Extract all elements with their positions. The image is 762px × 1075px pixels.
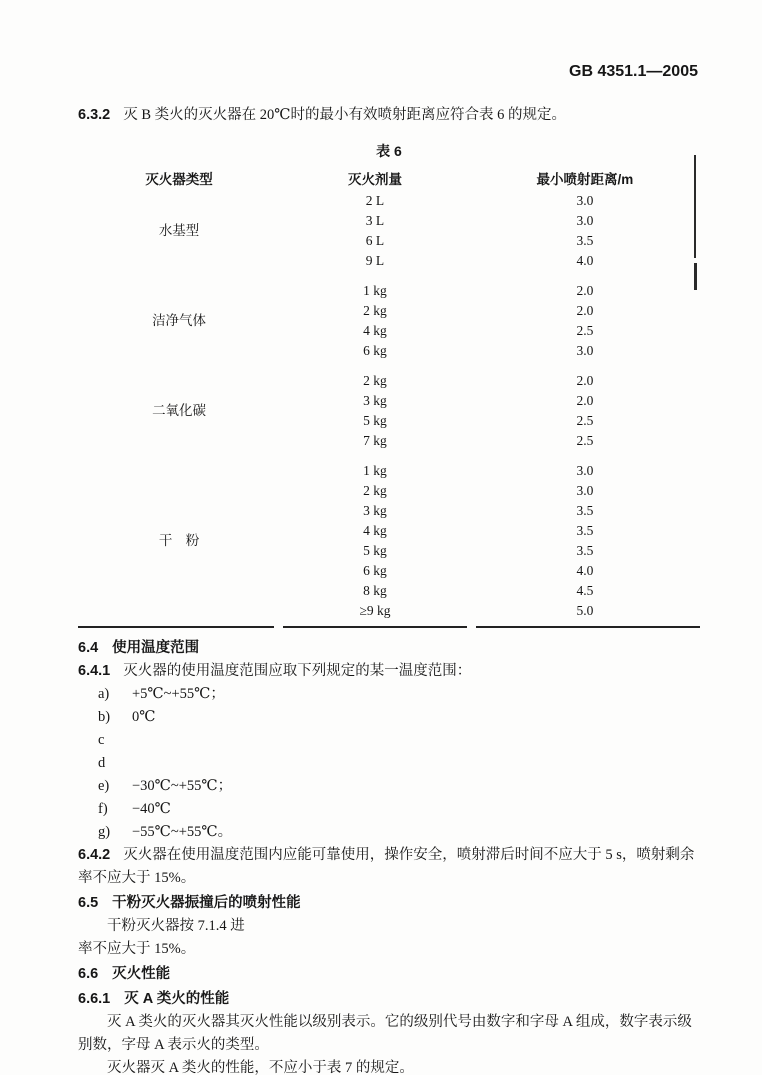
agent-amount-cell: 3 L [365,213,385,228]
body-sections [78,637,700,1075]
page-content [78,104,700,1075]
temperature-range-item [78,752,700,775]
body-paragraph: 灭 A 类火的灭火器其灭火性能以级别表示。它的级别代号由数字和字母 A 组成，数字表示级别数，字母 A 表示火的类型。 [78,1014,692,1053]
table-row [78,191,700,211]
list-item-label: f) [98,801,108,817]
rule-segment [78,626,274,628]
heading-title: 灭 A 类火的性能 [124,991,230,1007]
agent-amount-cell: 3 kg [363,503,387,518]
heading-title: 干粉灭火器振撞后的喷射性能 [112,895,301,911]
col-header-min-distance: 最小喷射距离/m [536,172,634,187]
agent-amount-cell: 1 kg [363,463,387,478]
section-heading [78,892,700,915]
list-item-text: +5℃~+55℃； [132,686,225,702]
section-heading [78,963,700,986]
table-group [78,191,700,271]
standard-number: GB 4351.1—2005 [569,63,698,80]
clause-number: 6.4.2 [78,847,111,863]
clause-6-3-2 [78,104,700,127]
min-distance-cell: 3.0 [576,463,594,478]
agent-amount-cell: ≥9 kg [359,603,391,618]
agent-amount-cell: 4 kg [363,523,387,538]
min-distance-cell: 2.0 [576,393,594,408]
temperature-range-item [78,775,700,798]
table-row [78,451,700,481]
scan-artifact-table-right-border [694,263,697,290]
clause-number: 6.3.2 [78,107,111,123]
min-distance-cell: 3.5 [576,523,594,538]
col-header-agent-amount: 灭火剂量 [347,172,402,187]
table-group [78,361,700,451]
list-item-label: d [98,755,106,771]
agent-amount-cell: 6 kg [363,563,387,578]
clause-text: 灭火器的使用温度范围应取下列规定的某一温度范围： [123,663,472,679]
extinguisher-type-cell: 二氧化碳 [152,403,207,418]
clause-number: 6.4.1 [78,663,111,679]
scan-artifact-table-right-border [694,155,696,258]
temperature-range-item [78,821,700,844]
table-caption: 表 6 [376,143,402,159]
agent-amount-cell: 2 kg [363,373,387,388]
agent-amount-cell: 8 kg [363,583,387,598]
body-paragraph: 灭火器灭 A 类火的性能，不应小于表 7 的规定。 [107,1060,414,1075]
agent-amount-cell: 6 L [365,233,385,248]
clause-text: 灭火器在使用温度范围内应能可靠使用，操作安全，喷射滞后时间不应大于 5 s，喷射剩余率不应大于 15%。 [78,847,695,886]
min-distance-cell: 5.0 [576,603,594,618]
extinguisher-type-cell: 洁净气体 [152,313,207,328]
temperature-range-item [78,729,700,752]
clause-paragraph [78,844,700,890]
min-distance-cell: 2.5 [576,433,594,448]
extinguisher-type-cell: 水基型 [158,223,200,238]
clause-number: 6.6 [78,966,99,982]
body-paragraph: 干粉灭火器按 7.1.4 进 [107,918,245,934]
list-item-label: g) [98,824,111,840]
rule-segment [476,626,700,628]
agent-amount-cell: 7 kg [363,433,387,448]
agent-amount-cell: 1 kg [363,283,387,298]
table-header-row [78,165,700,191]
rule-segment [283,626,467,628]
temperature-range-item [78,798,700,821]
table-row [78,361,700,391]
min-distance-cell: 4.0 [576,563,594,578]
section-heading [78,988,700,1011]
agent-amount-cell: 3 kg [363,393,387,408]
list-item-label: e) [98,778,110,794]
col-header-extinguisher-type: 灭火器类型 [145,172,213,187]
clause-number: 6.4 [78,640,99,656]
table-bottom-rule [78,626,700,628]
min-distance-cell: 3.5 [576,233,594,248]
agent-amount-cell: 2 kg [363,483,387,498]
agent-amount-cell: 6 kg [363,343,387,358]
min-distance-cell: 3.0 [576,343,594,358]
agent-amount-cell: 5 kg [363,413,387,428]
heading-title: 使用温度范围 [112,640,200,656]
min-distance-cell: 2.5 [576,413,594,428]
clause-paragraph [78,660,700,683]
agent-amount-cell: 9 L [365,253,385,268]
agent-amount-cell: 2 kg [363,303,387,318]
agent-amount-cell: 4 kg [363,323,387,338]
table-row [78,271,700,301]
min-distance-cell: 4.0 [576,253,594,268]
list-item-text: −55℃~+55℃。 [132,824,233,840]
list-item-label: a) [98,686,110,702]
clause-number: 6.5 [78,895,99,911]
min-distance-cell: 3.0 [576,483,594,498]
table-group [78,451,700,621]
min-distance-cell: 2.0 [576,373,594,388]
list-item-text: −40℃ [132,801,171,817]
section-heading [78,637,700,660]
min-distance-cell: 3.0 [576,213,594,228]
min-distance-cell: 2.5 [576,323,594,338]
list-item-label: b) [98,709,111,725]
min-distance-cell: 3.5 [576,543,594,558]
agent-amount-cell: 2 L [365,193,385,208]
table-group [78,271,700,361]
table-6 [78,165,700,621]
min-distance-cell: 3.0 [576,193,594,208]
temperature-range-item [78,706,700,729]
list-item-text: 0℃ [132,709,156,725]
temperature-range-item [78,683,700,706]
clause-text: 灭 B 类火的灭火器在 20℃时的最小有效喷射距离应符合表 6 的规定。 [123,107,567,123]
clause-number: 6.6.1 [78,991,111,1007]
min-distance-cell: 2.0 [576,283,594,298]
min-distance-cell: 4.5 [576,583,594,598]
agent-amount-cell: 5 kg [363,543,387,558]
heading-title: 灭火性能 [112,966,171,982]
min-distance-cell: 2.0 [576,303,594,318]
body-paragraph: 率不应大于 15%。 [78,941,196,957]
list-item-text: −30℃~+55℃； [132,778,233,794]
min-distance-cell: 3.5 [576,503,594,518]
list-item-label: c [98,732,105,748]
extinguisher-type-cell: 干 粉 [158,533,200,548]
